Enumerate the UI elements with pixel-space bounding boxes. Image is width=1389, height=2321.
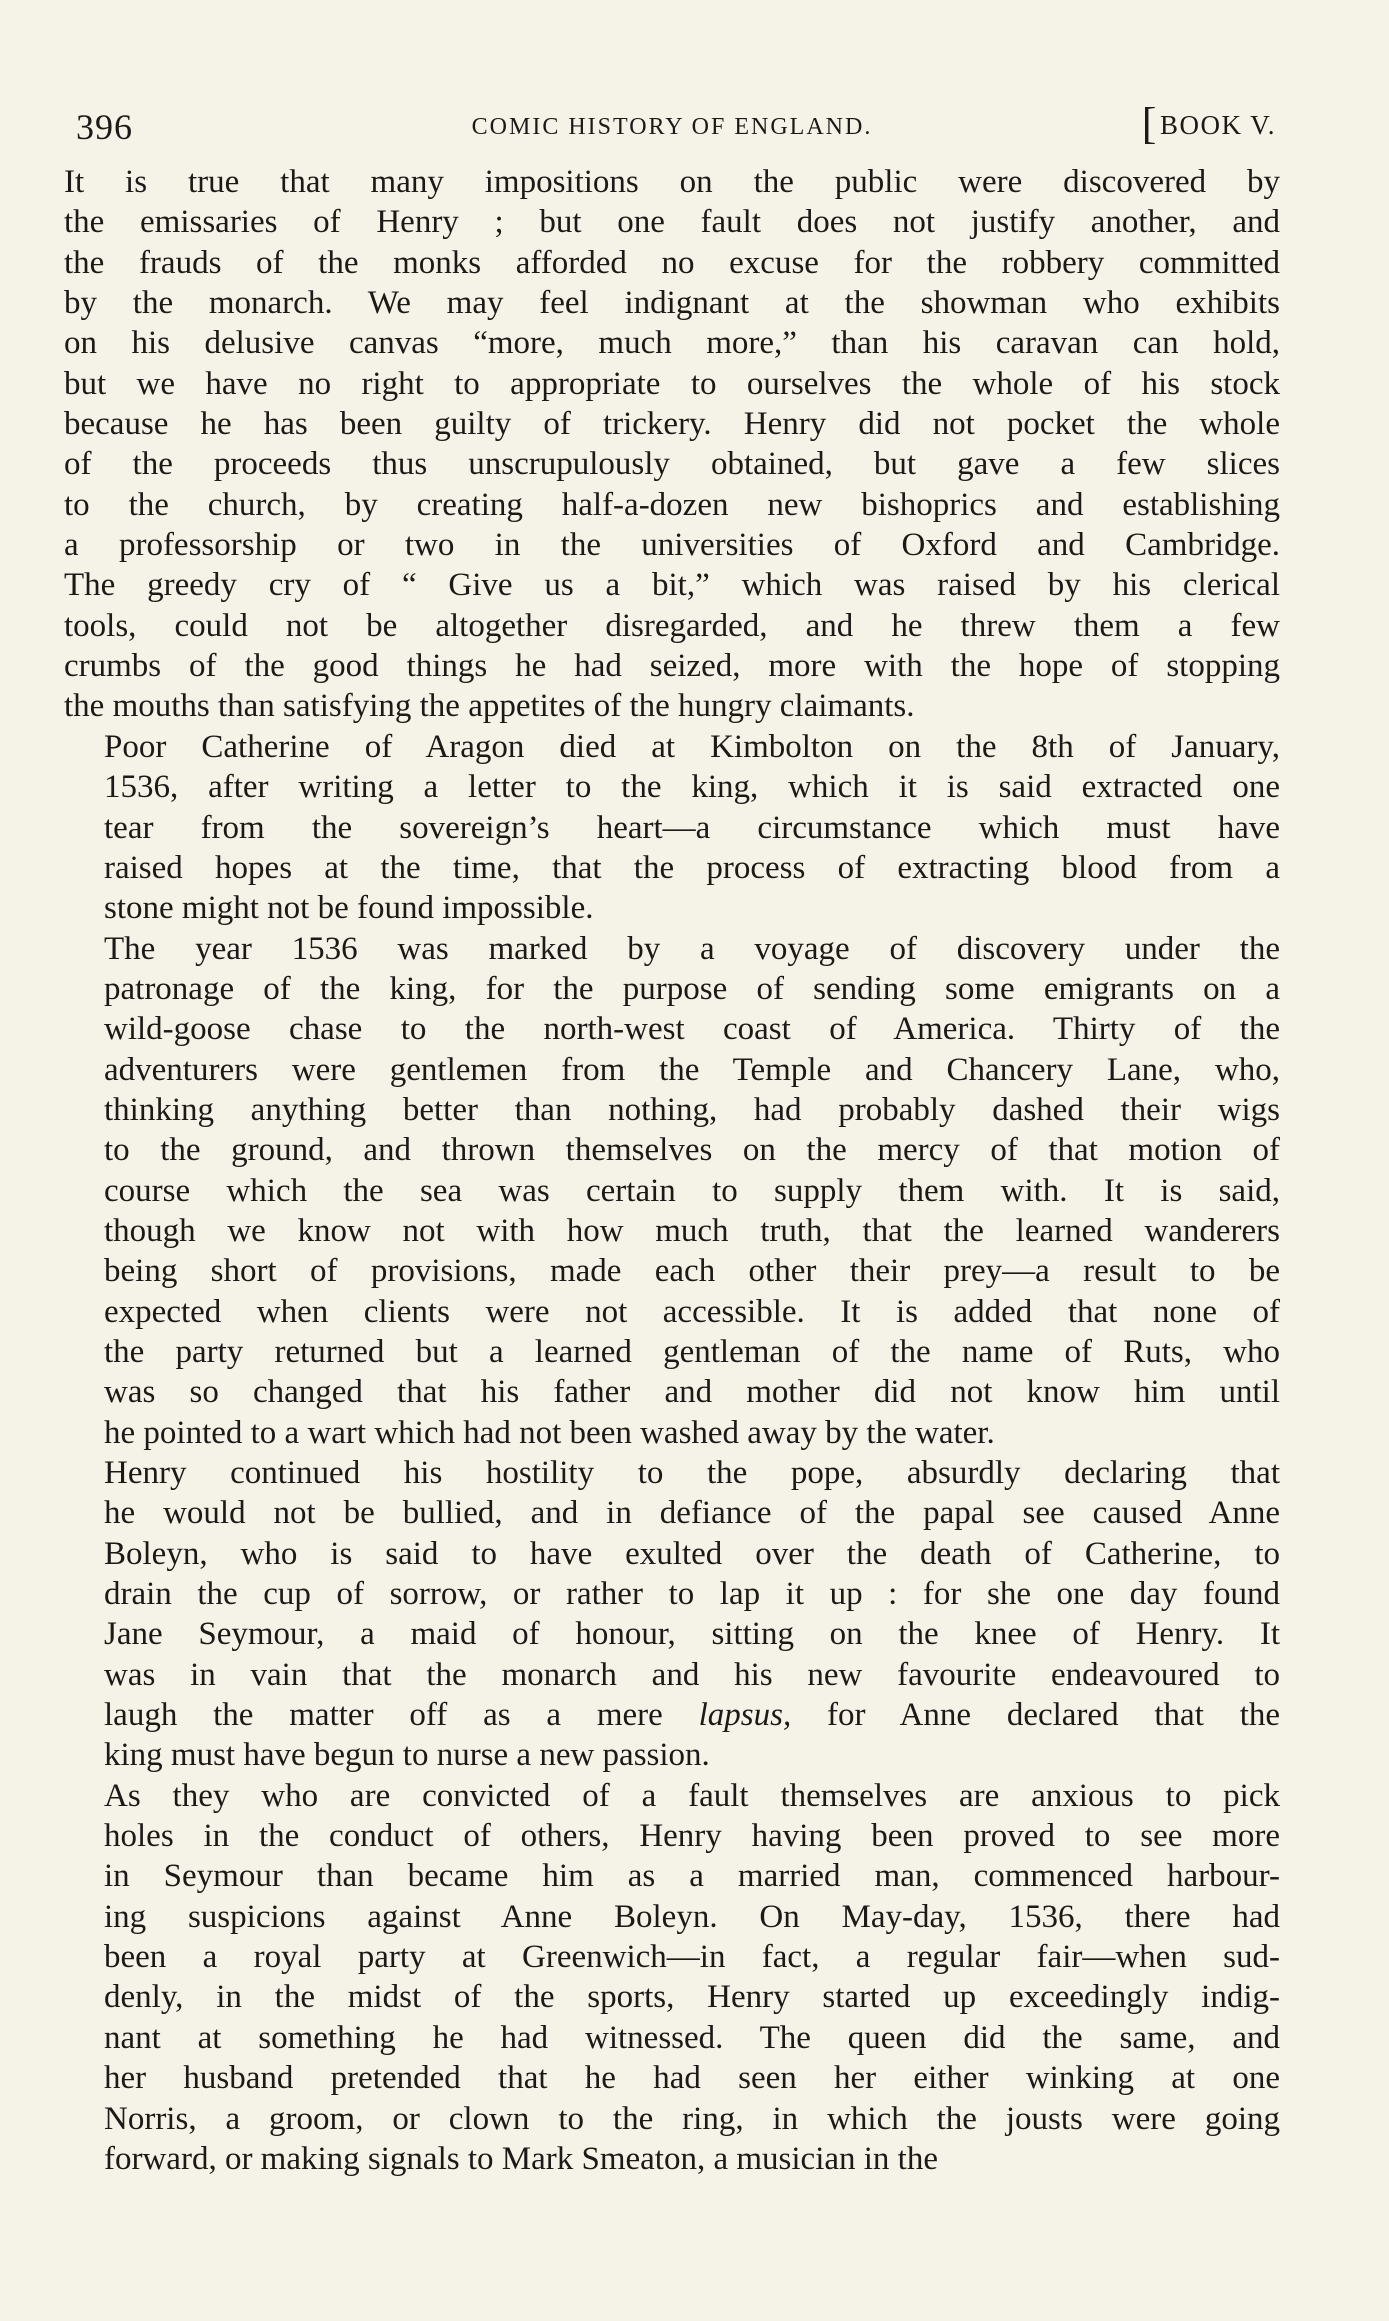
text-line: being short of provisions, made each other their prey—a result to be	[104, 1253, 1280, 1290]
text-line: The greedy cry of “ Give us a bit,” which was raised by his clerical	[64, 567, 1280, 604]
book-label-text: BOOK V.	[1159, 110, 1276, 140]
text-line: adventurers were gentlemen from the Temple and Chancery Lane, who,	[104, 1051, 1280, 1088]
text-line: the frauds of the monks afforded no excuse for the robbery committed	[64, 244, 1280, 281]
text-line: he pointed to a wart which had not been washed away by the water.	[104, 1414, 995, 1451]
paragraph	[64, 162, 1280, 727]
paragraph	[64, 727, 1280, 929]
text-line: Henry continued his hostility to the pope, absurdly declaring that	[104, 1455, 1280, 1491]
paragraph	[64, 1453, 1280, 1776]
text-line: though we know not with how much truth, that the learned wanderers	[104, 1212, 1280, 1249]
text-line: her husband pretended that he had seen her either winking at one	[104, 2060, 1280, 2097]
text-line: Poor Catherine of Aragon died at Kimbolton on the 8th of January,	[104, 728, 1280, 765]
text-line: on his delusive canvas “more, much more,” than his caravan can hold,	[64, 325, 1280, 362]
text-line: the emissaries of Henry ; but one fault does not justify another, and	[64, 204, 1280, 241]
text-line: It is true that many impositions on the public were discovered by	[64, 164, 1280, 200]
text-line: the party returned but a learned gentleman of the name of Ruts, who	[104, 1333, 1280, 1370]
text-line: drain the cup of sorrow, or rather to lap it up : for she one day found	[104, 1576, 1280, 1613]
text-line: by the monarch. We may feel indignant at the showman who exhibits	[64, 285, 1280, 322]
text-line: forward, or making signals to Mark Smeaton, a musician in the	[104, 2140, 938, 2177]
text-line: denly, in the midst of the sports, Henry started up exceedingly indig-	[104, 1979, 1280, 2016]
text-line: course which the sea was certain to supply them with. It is said,	[104, 1172, 1280, 1209]
paragraph	[64, 929, 1280, 1453]
text-line: because he has been guilty of trickery. Henry did not pocket the whole	[64, 406, 1280, 443]
text-line: Jane Seymour, a maid of honour, sitting on the knee of Henry. It	[104, 1616, 1280, 1653]
text-line: was so changed that his father and mother did not know him until	[104, 1374, 1280, 1411]
text-line: expected when clients were not accessible. It is added that none of	[104, 1293, 1280, 1330]
running-title: COMIC HISTORY OF ENGLAND.	[471, 114, 873, 140]
text-line: tear from the sovereign’s heart—a circumstance which must have	[104, 809, 1280, 846]
paragraph	[64, 1776, 1280, 2179]
page-header	[64, 100, 1280, 150]
text-line: ing suspicions against Anne Boleyn. On May-day, 1536, there had	[104, 1898, 1280, 1935]
text-line: laugh the matter off as a mere lapsus, for Anne declared that the	[104, 1697, 1281, 1734]
text-line: As they who are convicted of a fault themselves are anxious to pick	[104, 1777, 1280, 1814]
text-line: but we have no right to appropriate to ourselves the whole of his stock	[64, 365, 1280, 402]
text-line: to the church, by creating half-a-dozen new bishoprics and establishing	[64, 486, 1280, 523]
italic-word: lapsus,	[698, 1697, 792, 1734]
text-line: to the ground, and thrown themselves on the mercy of that motion of	[104, 1132, 1280, 1169]
text-line: of the proceeds thus unscrupulously obtained, but gave a few slices	[64, 446, 1280, 483]
text-line: been a royal party at Greenwich—in fact, a regular fair—when sud-	[104, 1939, 1280, 1976]
text-line: wild-goose chase to the north-west coast of America. Thirty of the	[104, 1011, 1280, 1048]
text-line: Norris, a groom, or clown to the ring, in which the jousts were going	[104, 2100, 1280, 2137]
body-text	[64, 162, 1280, 2179]
text-line: thinking anything better than nothing, had probably dashed their wigs	[104, 1091, 1280, 1128]
text-line: Boleyn, who is said to have exulted over the death of Catherine, to	[104, 1535, 1280, 1572]
book-label	[1141, 99, 1276, 148]
text-line: a professorship or two in the universities of Oxford and Cambridge.	[64, 527, 1280, 564]
text-line: king must have begun to nurse a new passion.	[104, 1737, 710, 1774]
text-line: holes in the conduct of others, Henry having been proved to see more	[104, 1818, 1280, 1855]
text-line: patronage of the king, for the purpose of sending some emigrants on a	[104, 970, 1280, 1007]
text-line: the mouths than satisfying the appetites of the hungry claimants.	[64, 688, 915, 725]
book-page	[64, 100, 1280, 2300]
text-line: he would not be bullied, and in defiance of the papal see caused Anne	[104, 1495, 1280, 1532]
text-line: raised hopes at the time, that the process of extracting blood from a	[104, 849, 1280, 886]
text-line: in Seymour than became him as a married man, commenced harbour-	[104, 1858, 1280, 1895]
text-line: stone might not be found impossible.	[104, 890, 594, 927]
text-line: The year 1536 was marked by a voyage of discovery under the	[104, 930, 1280, 967]
text-line: tools, could not be altogether disregarded, and he threw them a few	[64, 607, 1280, 644]
page-number: 396	[76, 107, 133, 147]
bracket-glyph: [	[1141, 99, 1158, 148]
text-line: 1536, after writing a letter to the king, which it is said extracted one	[104, 769, 1280, 806]
text-line: was in vain that the monarch and his new favourite endeavoured to	[104, 1656, 1280, 1693]
text-line: nant at something he had witnessed. The queen did the same, and	[104, 2019, 1280, 2056]
text-line: crumbs of the good things he had seized, more with the hope of stopping	[64, 648, 1280, 685]
